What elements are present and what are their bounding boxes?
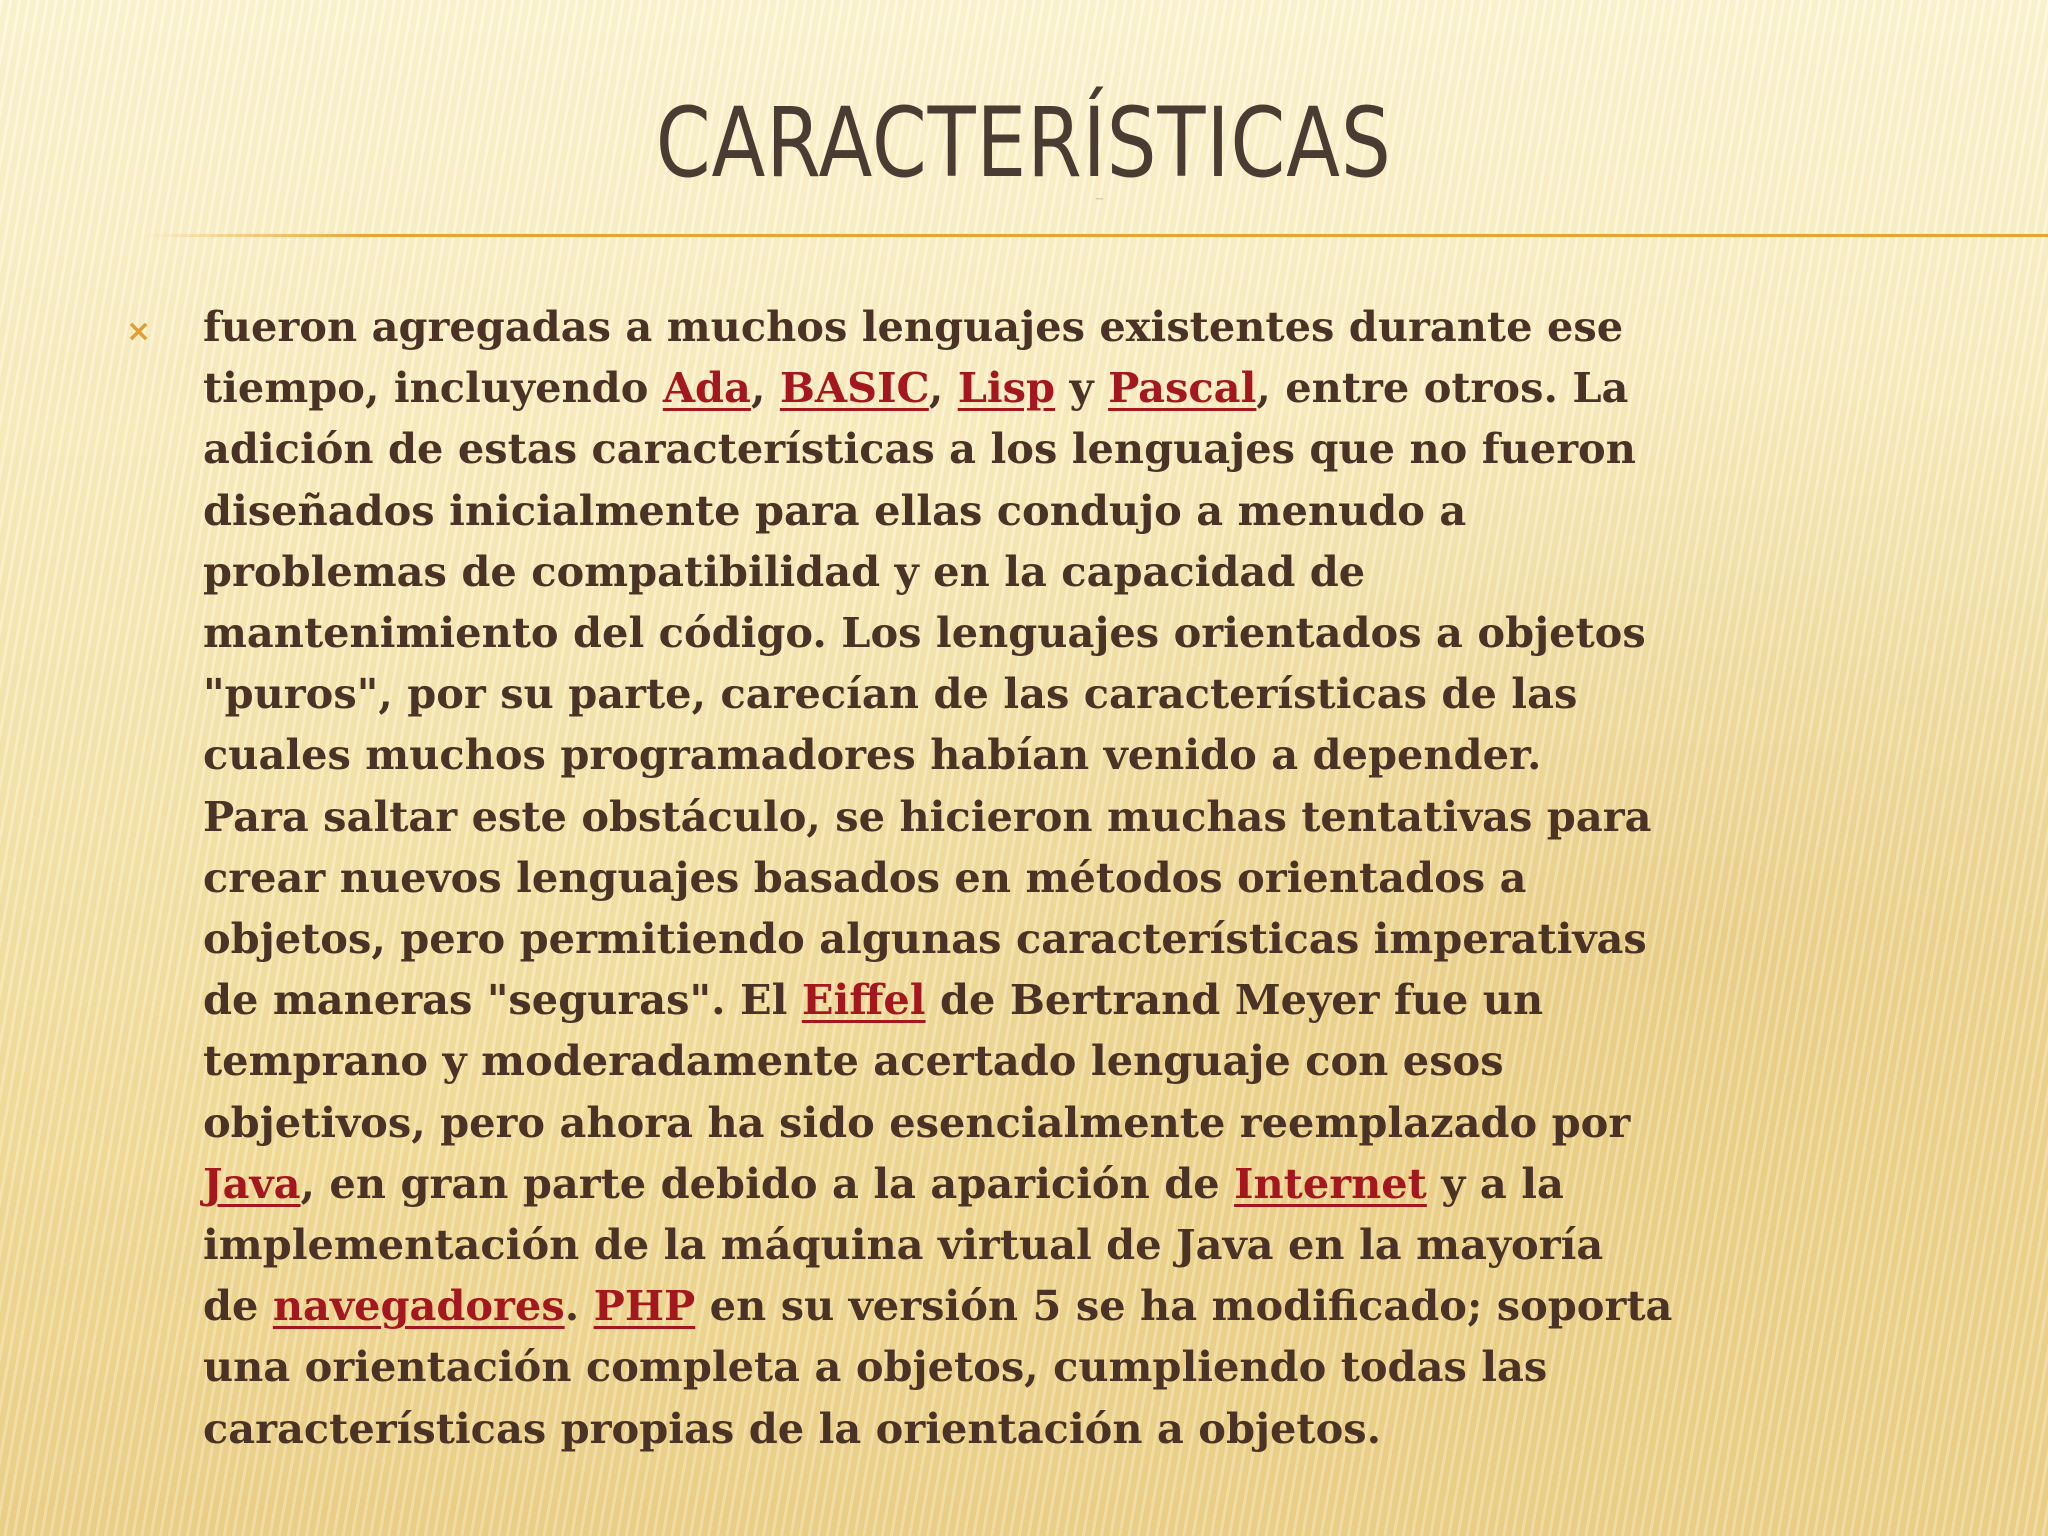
link-java[interactable]: Java [203, 1158, 301, 1208]
link-pascal[interactable]: Pascal [1108, 363, 1257, 413]
text-line: una orientación completa a objetos, cumpliendo todas las [203, 1342, 1548, 1392]
text-line: crear nuevos lenguajes basados en métodos orientados a [203, 852, 1527, 902]
text-line: objetivos, pero ahora ha sido esencialmente reemplazado por [203, 1097, 1631, 1147]
text-line: tiempo, incluyendo Ada, BASIC, Lisp y Pascal, entre otros. La [203, 363, 1629, 413]
text-line: características propias de la orientación a objetos. [203, 1403, 1382, 1453]
text-line: mantenimiento del código. Los lenguajes orientados a objetos [203, 608, 1646, 658]
title-divider [145, 234, 2048, 237]
link-ada[interactable]: Ada [662, 363, 751, 413]
bullet-x-icon: × [126, 314, 152, 349]
title-container [0, 88, 2048, 198]
link-internet[interactable]: Internet [1234, 1158, 1427, 1208]
text-line: fueron agregadas a muchos lenguajes existentes durante ese [203, 302, 1624, 351]
text-line: cuales muchos programadores habían venido a depender. [203, 730, 1542, 780]
text-line: implementación de la máquina virtual de Java en la mayoría [203, 1220, 1604, 1270]
slide-title: CARACTERÍSTICAS [656, 87, 1392, 199]
link-basic[interactable]: BASIC [779, 363, 929, 413]
text-line: problemas de compatibilidad y en la capacidad de [203, 546, 1366, 596]
link-php[interactable]: PHP [593, 1281, 696, 1331]
text-line: adición de estas características a los lenguajes que no fueron [203, 424, 1636, 474]
text-line: de navegadores. PHP en su versión 5 se ha modificado; soporta [203, 1281, 1673, 1331]
text-line: "puros", por su parte, carecían de las características de las [203, 669, 1578, 719]
link-lisp[interactable]: Lisp [957, 363, 1056, 413]
text-line: de maneras "seguras". El Eiffel de Bertrand Meyer fue un [203, 975, 1544, 1025]
title-reflection [0, 198, 2048, 234]
text-line: temprano y moderadamente acertado lenguaje con esos [203, 1036, 1504, 1086]
text-line: objetos, pero permitiendo algunas características imperativas [203, 914, 1647, 964]
text-line: Para saltar este obstáculo, se hicieron muchas tentativas para [203, 791, 1652, 841]
link-eiffel[interactable]: Eiffel [801, 975, 926, 1025]
text-line: Java, en gran parte debido a la aparición de Internet y a la [203, 1158, 1564, 1208]
text-line: diseñados inicialmente para ellas condujo a menudo a [203, 485, 1467, 535]
body-paragraph [203, 296, 1943, 1459]
link-navegadores[interactable]: navegadores [272, 1281, 565, 1331]
